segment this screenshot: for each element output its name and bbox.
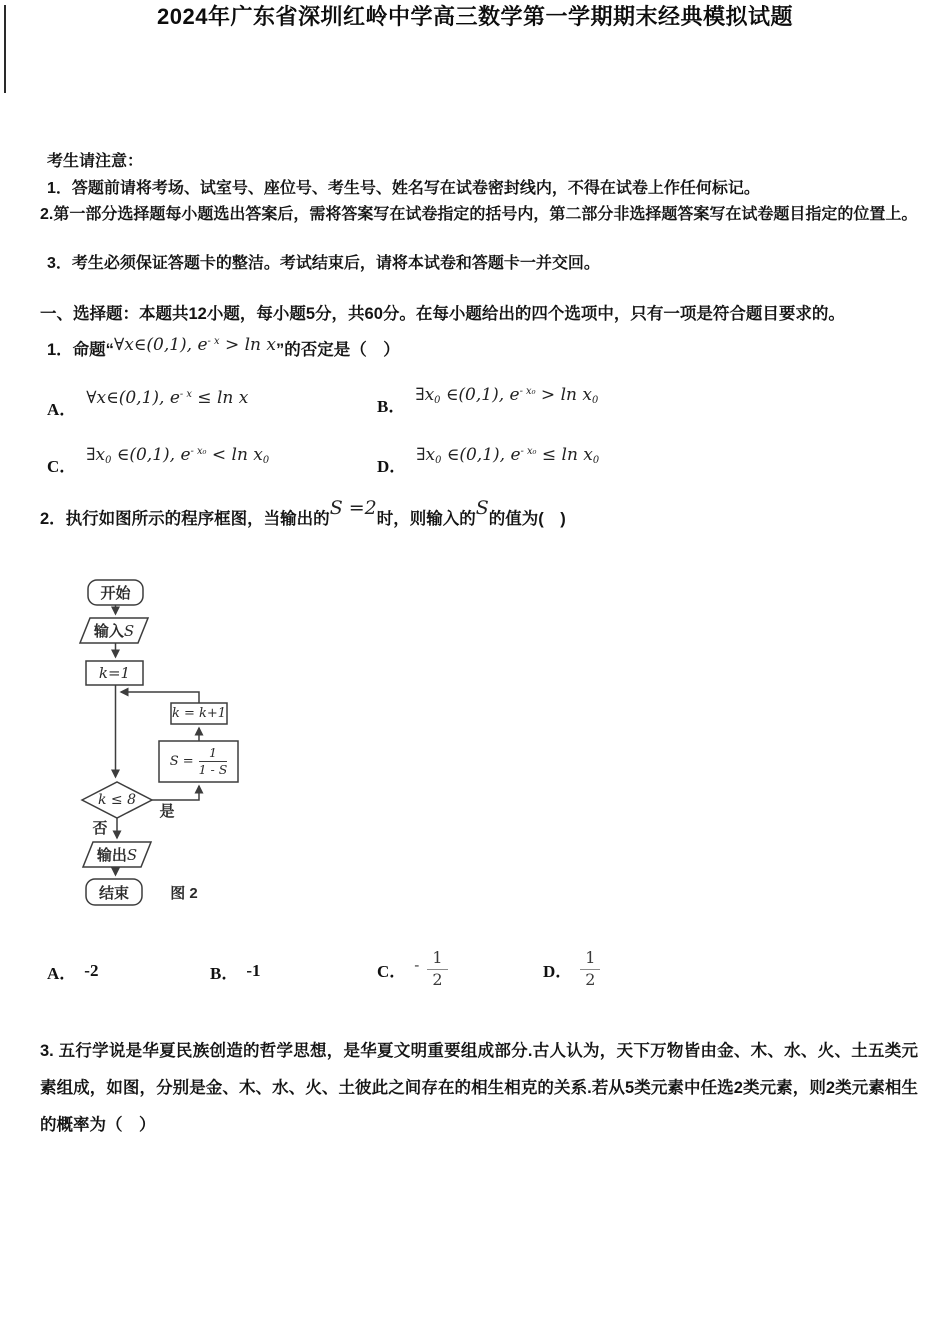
page-title: 2024年广东省深圳红岭中学高三数学第一学期期末经典模拟试题 [157,4,793,29]
q2-option-b-value: -1 [246,961,261,980]
q2-option-d-label: D． [543,961,573,981]
q2-stem-mid: 时，则输入的 [376,510,476,528]
notice-item-3: 3．考生必须保证答题卡的整洁。考试结束后，请将本试卷和答题卡一并交回。 [47,255,600,272]
notice-heading: 考生请注意： [47,153,144,170]
flowchart-output-label [83,842,151,867]
flowchart-input-variable: S [123,621,135,640]
q1-option-c-formula: $\exists x_0$ ∈(0,1), $e^{- x_0} < \ln x_0$ [86,445,270,466]
q1-option-a [47,388,248,420]
q2-output-formula: S =2 [329,497,377,519]
q1-option-d [377,445,599,477]
flowchart-assign-denominator: 1 - S [198,762,228,777]
q1-stem-formula: ∀x∈(0,1), $e^{- x} > \ln x$ [113,334,276,355]
q2-option-c [377,943,448,995]
q1-stem-pre: 1．命题“ [47,340,114,359]
flowchart-figure [60,575,360,915]
flowchart-assign-lead: S = [169,754,194,769]
question-2-stem [40,497,566,530]
q2-option-b-label: B． [210,963,239,983]
flowchart-assign-label [159,741,238,782]
flowchart-input-text: 输入 [93,623,124,640]
question-1-stem [47,336,400,361]
q2-option-d-numerator: 1 [580,949,600,969]
q2-option-a-label: A． [47,963,77,983]
q2-option-b [210,945,261,997]
q2-option-d [543,943,600,995]
flowchart-start-label: 开始 [100,585,131,602]
flowchart-input-label [80,618,148,643]
flowchart-condition-label: k ≤ 8 [97,792,137,808]
q1-option-a-label: A． [47,400,77,419]
notice-item-1: 1．答题前请将考场、试室号、座位号、考生号、姓名写在试卷密封线内，不得在试卷上作任何标记。 [47,180,760,197]
q1-option-b-formula: $\exists x_0$ ∈(0,1), $e^{- x_0} > \ln x_0$ [415,385,599,406]
flowchart-output-text: 输出 [96,847,127,864]
q2-option-a [47,945,98,997]
q2-option-c-minus: - [414,956,420,974]
edge-condition-yes-to-assign [152,786,199,800]
edge-kinc-feedback [121,692,199,703]
q1-option-a-formula: ∀x∈(0,1), $e^{- x} \le \ln x$ [86,388,249,408]
q2-option-d-fraction [580,949,600,989]
q1-option-c-label: C． [47,457,77,476]
q2-option-c-denominator: 2 [432,969,443,989]
q2-option-c-label: C． [377,961,407,981]
q2-option-c-fraction [427,949,447,989]
q1-option-c [47,445,269,477]
notice-item-2: 2.第一部分选择题每小题选出答案后，需将答案写在试卷指定的括号内，第二部分非选择题答案写在试卷题目指定的位置上。 [40,206,918,223]
flowchart-yes-label: 是 [159,802,175,820]
q2-stem-post: 的值为( ) [488,510,566,528]
q1-option-d-formula: $\exists x_0$ ∈(0,1), $e^{- x_0} \le \ln x_0$ [416,445,600,466]
flowchart-assign-numerator: 1 [199,746,228,762]
q1-stem-post: ”的否定是（ ） [276,340,400,359]
flowchart-no-label: 否 [92,819,108,837]
flowchart-output-variable: S [126,845,138,864]
q2-stem-pre: 2．执行如图所示的程序框图，当输出的 [40,510,330,528]
q2-option-c-numerator: 1 [427,949,447,969]
question-3-stem: 3. 五行学说是华夏民族创造的哲学思想，是华夏文明重要组成部分.古人认为，天下万物皆由金、木、水、火、土五类元素组成，如图，分别是金、木、水、火、土彼此之间存在的相生相克的关系.若从5类元素中任选2类元素，则2类元素相生的概率为（ ） [40,1042,918,1134]
flowchart-k-init-label: k=1 [98,664,131,682]
section-1-heading: 一、选择题：本题共12小题，每小题5分，共60分。在每小题给出的四个选项中，只有一项是符合题目要求的。 [40,305,845,323]
q1-option-b-label: B． [377,397,406,416]
q1-option-d-label: D． [377,457,407,476]
q2-option-a-value: -2 [84,961,99,980]
flowchart-assign-fraction [199,746,228,777]
figure-caption: 图 2 [170,884,198,902]
flowchart-k-inc-label: k = k+1 [171,706,227,721]
q2-option-d-denominator: 2 [585,969,596,989]
flowchart-end-label: 结束 [98,884,129,902]
q1-option-b [377,385,598,417]
q2-input-variable: S [475,497,489,519]
